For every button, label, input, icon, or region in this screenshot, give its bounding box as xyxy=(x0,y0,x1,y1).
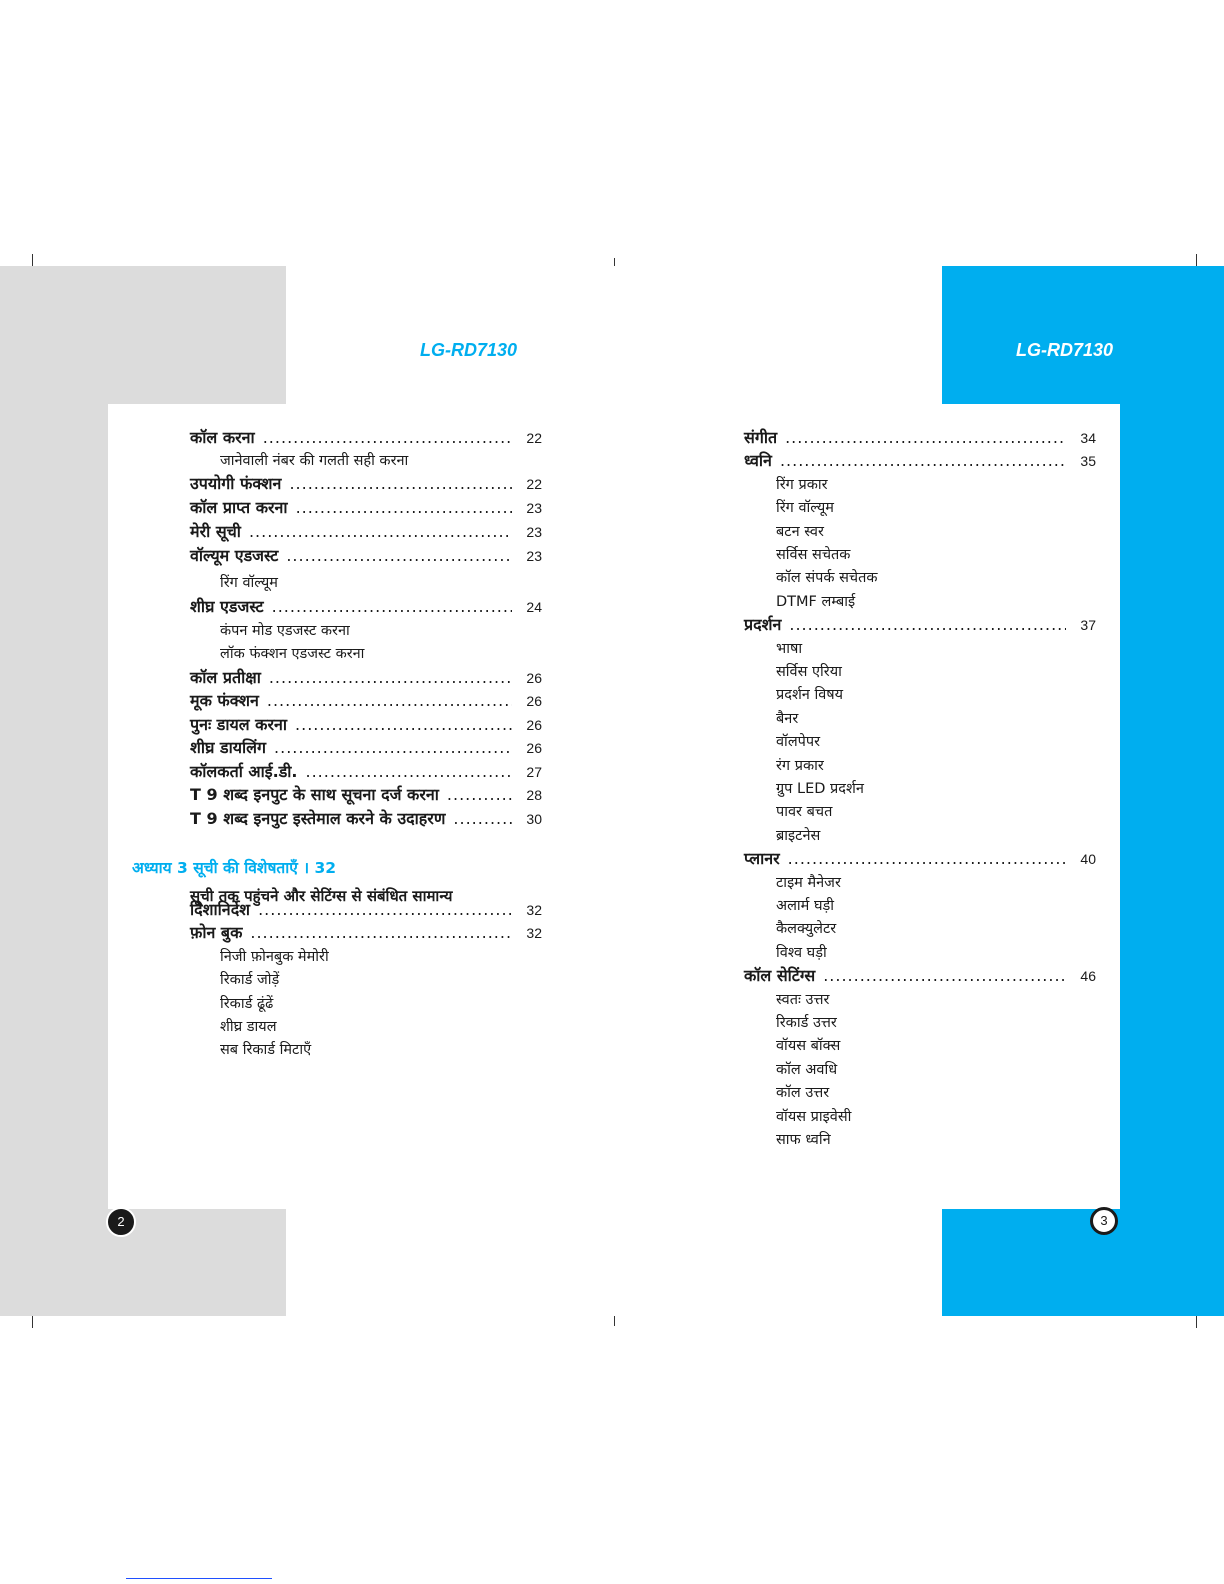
toc-entry[interactable] xyxy=(190,474,542,494)
toc-subentry[interactable]: रिंग वॉल्यूम xyxy=(220,574,278,591)
toc-entry-page: 32 xyxy=(526,925,542,942)
chapter-intro-line: सूची तक पहुंचने और सेटिंग्स से संबंधित सामान्य xyxy=(190,887,453,905)
toc-entry[interactable] xyxy=(744,428,1096,448)
toc-subentry[interactable]: स्वतः उत्तर xyxy=(776,991,830,1008)
crop-mark xyxy=(32,1316,33,1328)
toc-entry-title: कॉल करना xyxy=(190,428,255,447)
toc-entry[interactable] xyxy=(190,715,542,735)
toc-subentry[interactable]: अलार्म घड़ी xyxy=(776,898,835,914)
toc-entry-page: 34 xyxy=(1080,430,1096,446)
toc-entry-title: कॉल प्राप्त करना xyxy=(190,498,288,517)
toc-entry-page: 28 xyxy=(526,787,542,803)
model-name-left: LG-RD7130 xyxy=(420,340,518,360)
toc-subentry[interactable]: निजी फ़ोनबुक मेमोरी xyxy=(220,948,329,965)
toc-leader-dots xyxy=(296,498,512,518)
toc-subentry[interactable]: कैलक्युलेटर xyxy=(776,921,837,938)
toc-entry-page: 23 xyxy=(526,500,542,516)
toc-leader-dots xyxy=(785,428,1066,448)
toc-entry[interactable] xyxy=(190,668,542,688)
toc-leader-dots xyxy=(788,849,1066,869)
toc-subentry[interactable]: विश्व घड़ी xyxy=(776,944,827,961)
toc-subentry[interactable]: पावर बचत xyxy=(776,804,833,821)
crop-mark xyxy=(1196,1316,1197,1328)
toc-entry-title: पुनः डायल करना xyxy=(190,714,288,734)
toc-subentry[interactable]: कॉल संपर्क सचेतक xyxy=(776,570,878,587)
toc-leader-dots xyxy=(823,966,1066,986)
toc-entry[interactable] xyxy=(190,691,542,711)
toc-subentry[interactable]: रिकार्ड उत्तर xyxy=(776,1015,837,1031)
toc-leader-dots xyxy=(250,923,512,943)
toc-entry[interactable] xyxy=(190,522,542,542)
crop-mark xyxy=(614,1316,615,1326)
right-page-content-panel xyxy=(942,404,1120,1209)
toc-entry-title: प्लानर xyxy=(744,849,780,869)
crop-mark xyxy=(614,258,615,266)
toc-leader-dots xyxy=(447,785,512,805)
toc-leader-dots xyxy=(780,451,1066,471)
toc-leader-dots xyxy=(305,762,512,782)
toc-entry-page: 32 xyxy=(526,902,542,918)
toc-leader-dots xyxy=(263,428,512,448)
toc-entry-page: 26 xyxy=(526,740,542,756)
page-number-left: 2 xyxy=(106,1207,136,1237)
toc-entry[interactable] xyxy=(744,451,1096,471)
toc-leader-dots xyxy=(295,715,512,735)
toc-subentry[interactable]: वॉयस प्राइवेसी xyxy=(776,1108,852,1125)
toc-entry[interactable] xyxy=(190,762,542,782)
toc-entry-page: 40 xyxy=(1080,851,1096,868)
toc-entry-title: कॉल प्रतीक्षा xyxy=(190,667,261,687)
toc-entry-title: वॉल्यूम एडजस्ट xyxy=(190,545,279,565)
toc-entry-title: कॉलकर्ता आई.डी. xyxy=(190,761,298,781)
toc-subentry[interactable]: बैनर xyxy=(776,710,799,727)
toc-subentry[interactable]: वॉयस बॉक्स xyxy=(776,1038,841,1055)
toc-entry-title: T 9 शब्द इनपुट इस्तेमाल करने के उदाहरण xyxy=(190,808,446,828)
toc-subentry[interactable]: DTMF लम्बाई xyxy=(776,593,856,610)
toc-subentry[interactable]: रिंग प्रकार xyxy=(776,476,828,493)
model-name-right: LG-RD7130 xyxy=(1016,340,1114,360)
toc-subentry[interactable]: लॉक फंक्शन एडजस्ट करना xyxy=(220,645,365,662)
toc-subentry[interactable]: भाषा xyxy=(776,640,803,657)
toc-entry-page: 24 xyxy=(526,598,542,615)
toc-subentry[interactable]: सर्विस एरिया xyxy=(776,664,842,680)
toc-subentry[interactable]: शीघ्र डायल xyxy=(220,1019,277,1035)
toc-leader-dots xyxy=(258,900,512,920)
toc-leader-dots xyxy=(289,474,512,494)
toc-entry-title: मेरी सूची xyxy=(190,522,241,541)
page-number-right: 3 xyxy=(1090,1207,1118,1235)
chapter-heading: अध्याय 3 सूची की विशेषताएँ । 32 xyxy=(132,859,337,877)
crop-mark xyxy=(32,254,33,266)
toc-entry-page: 27 xyxy=(526,763,542,780)
toc-subentry[interactable]: ब्राइटनेस xyxy=(776,827,821,844)
toc-entry-page: 30 xyxy=(526,810,542,827)
toc-subentry[interactable]: कॉल अवधि xyxy=(776,1061,838,1078)
toc-subentry[interactable]: ग्रुप LED प्रदर्शन xyxy=(776,781,864,797)
toc-entry[interactable] xyxy=(190,546,542,566)
toc-subentry[interactable]: रिंग वॉल्यूम xyxy=(776,500,834,517)
toc-entry[interactable] xyxy=(190,738,542,758)
toc-entry-title: दिशानिर्देश xyxy=(190,900,251,919)
toc-entry[interactable] xyxy=(190,428,542,448)
toc-subentry[interactable]: रिकार्ड ढूंढें xyxy=(220,995,274,1012)
toc-entry-page: 22 xyxy=(526,430,542,446)
toc-subentry[interactable]: सर्विस सचेतक xyxy=(776,547,851,563)
toc-entry-title: फ़ोन बुक xyxy=(190,923,243,943)
toc-leader-dots xyxy=(274,738,512,758)
toc-entry-page: 35 xyxy=(1080,453,1096,470)
toc-entry-page: 26 xyxy=(526,716,542,733)
toc-entry-title: कॉल सेटिंग्स xyxy=(744,966,816,986)
toc-entry-title: मूक फंक्शन xyxy=(190,691,259,710)
toc-subentry[interactable]: जानेवाली नंबर की गलती सही करना xyxy=(220,453,409,469)
toc-entry[interactable] xyxy=(190,785,542,805)
toc-entry-title: T 9 शब्द इनपुट के साथ सूचना दर्ज करना xyxy=(190,785,439,804)
toc-subentry[interactable]: रंग प्रकार xyxy=(776,757,824,774)
toc-entry-page: 26 xyxy=(526,693,542,709)
toc-entry-page: 46 xyxy=(1080,968,1096,985)
toc-entry-page: 22 xyxy=(526,476,542,492)
toc-subentry[interactable]: वॉलपेपर xyxy=(776,734,821,751)
toc-entry[interactable] xyxy=(744,849,1096,869)
toc-entry[interactable] xyxy=(190,597,542,617)
toc-leader-dots xyxy=(267,691,512,711)
toc-entry[interactable] xyxy=(190,809,542,829)
toc-subentry[interactable]: कंपन मोड एडजस्ट करना xyxy=(220,622,350,639)
toc-entry[interactable] xyxy=(190,900,542,920)
toc-subentry[interactable]: बटन स्वर xyxy=(776,523,824,540)
toc-entry-title: संगीत xyxy=(744,428,778,447)
toc-entry[interactable] xyxy=(744,615,1096,635)
toc-entry-page: 26 xyxy=(526,669,542,686)
toc-entry-page: 23 xyxy=(526,547,542,564)
toc-entry[interactable] xyxy=(190,923,542,943)
toc-leader-dots xyxy=(269,668,512,688)
toc-subentry[interactable]: प्रदर्शन विषय xyxy=(776,687,844,704)
toc-entry-title: शीघ्र डायलिंग xyxy=(190,738,267,757)
toc-entry-title: ध्वनि xyxy=(744,451,772,471)
toc-entry-page: 23 xyxy=(526,524,542,540)
toc-leader-dots xyxy=(249,522,512,542)
toc-entry[interactable] xyxy=(190,498,542,518)
toc-entry-title: प्रदर्शन xyxy=(744,615,782,635)
toc-leader-dots xyxy=(789,615,1066,635)
toc-entry-title: उपयोगी फंक्शन xyxy=(190,474,282,493)
toc-leader-dots xyxy=(272,597,512,617)
toc-subentry[interactable]: टाइम मैनेजर xyxy=(776,874,841,891)
crop-mark xyxy=(1196,254,1197,266)
toc-subentry[interactable]: रिकार्ड जोड़ें xyxy=(220,972,280,989)
toc-entry-title: शीघ्र एडजस्ट xyxy=(190,596,264,616)
toc-subentry[interactable]: कॉल उत्तर xyxy=(776,1085,830,1102)
toc-subentry[interactable]: साफ ध्वनि xyxy=(776,1132,831,1148)
toc-leader-dots xyxy=(453,809,512,829)
toc-subentry[interactable]: सब रिकार्ड मिटाएँ xyxy=(220,1042,312,1059)
toc-entry-page: 37 xyxy=(1080,617,1096,634)
toc-leader-dots xyxy=(286,546,512,566)
bottom-link-underline[interactable] xyxy=(126,1578,272,1579)
toc-entry[interactable] xyxy=(744,966,1096,986)
